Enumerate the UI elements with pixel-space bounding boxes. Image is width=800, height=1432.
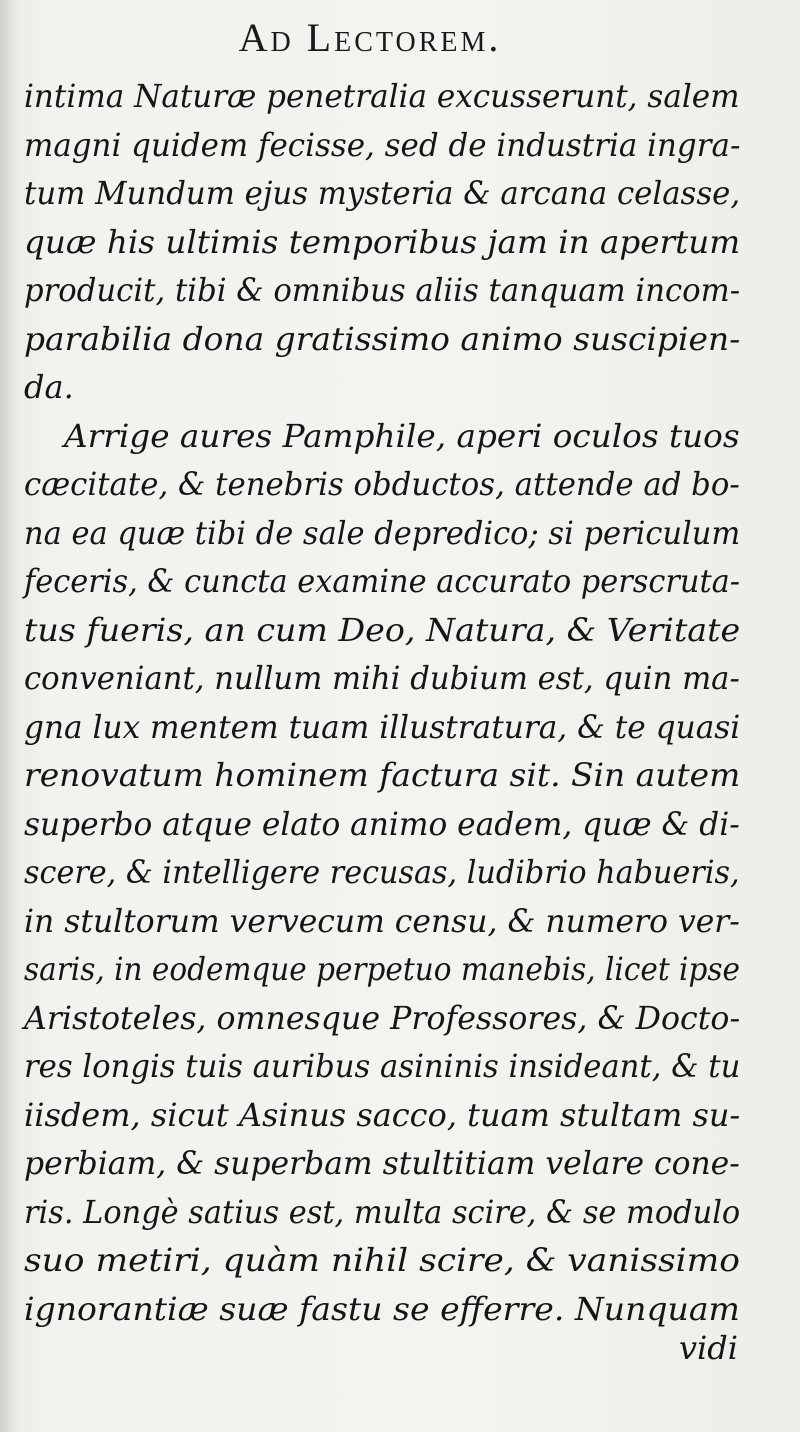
text-line: conveniant, nullum mihi dubium est, quin ma- [24,659,740,697]
text-line: producit, tibi & omnibus aliis tanquam incom- [24,271,741,309]
text-line: res longis tuis auribus asininis insideant, & tu [24,1047,741,1085]
text-line: magni quidem fecisse, sed de industria ingra- [24,125,741,164]
text-line: na ea quæ tibi de sale depredico; si periculum [24,513,741,552]
text-line: suo metiri, quàm nihil scire, & vanissimo [24,1241,741,1279]
text-line: feceris, & cuncta examine accurato perscruta- [24,562,741,600]
text-line: tus fueris, an cum Deo, Natura, & Veritate [24,610,741,649]
text-line: tum Mundum ejus mysteria & arcana celasse, [24,174,741,212]
running-head: Ad Lectorem. [238,15,502,60]
text-line: scere, & intelligere recusas, ludibrio habueris, [24,853,740,891]
text-line: Arrige aures Pamphile, aperi oculos tuos [64,416,740,455]
text-line: saris, in eodemque perpetuo manebis, licet ipse [24,950,740,988]
text-line: da. [24,368,74,406]
text-line: in stultorum vervecum censu, & numero ver- [24,901,740,940]
text-line: superbo atque elato animo eadem, quæ & di- [24,804,740,843]
text-line: parabilia dona gratissimo animo suscipien- [24,319,741,358]
text-line: iisdem, sicut Asinus sacco, tuam stultam su- [24,1095,741,1134]
text-line: Aristoteles, omnesque Professores, & Docto- [24,998,741,1037]
catchword: vidi [678,1329,738,1367]
text-line: quæ his ultimis temporibus jam in apertum [24,222,741,261]
text-line: renovatum hominem factura sit. Sin autem [24,756,741,794]
text-line: ris. Longè satius est, multa scire, & se modulo [24,1192,741,1231]
gutter-shadow [0,0,18,1432]
text-line: gna lux mentem tuam illustratura, & te quasi [24,707,741,746]
text-line: cæcitate, & tenebris obductos, attende ad bo- [24,465,740,503]
text-line: ignorantiæ suæ fastu se efferre. Nunquam [24,1289,740,1328]
text-line: perbiam, & superbam stultitiam velare cone- [24,1144,740,1182]
text-line: intima Naturæ penetralia excusserunt, salem [24,77,740,115]
